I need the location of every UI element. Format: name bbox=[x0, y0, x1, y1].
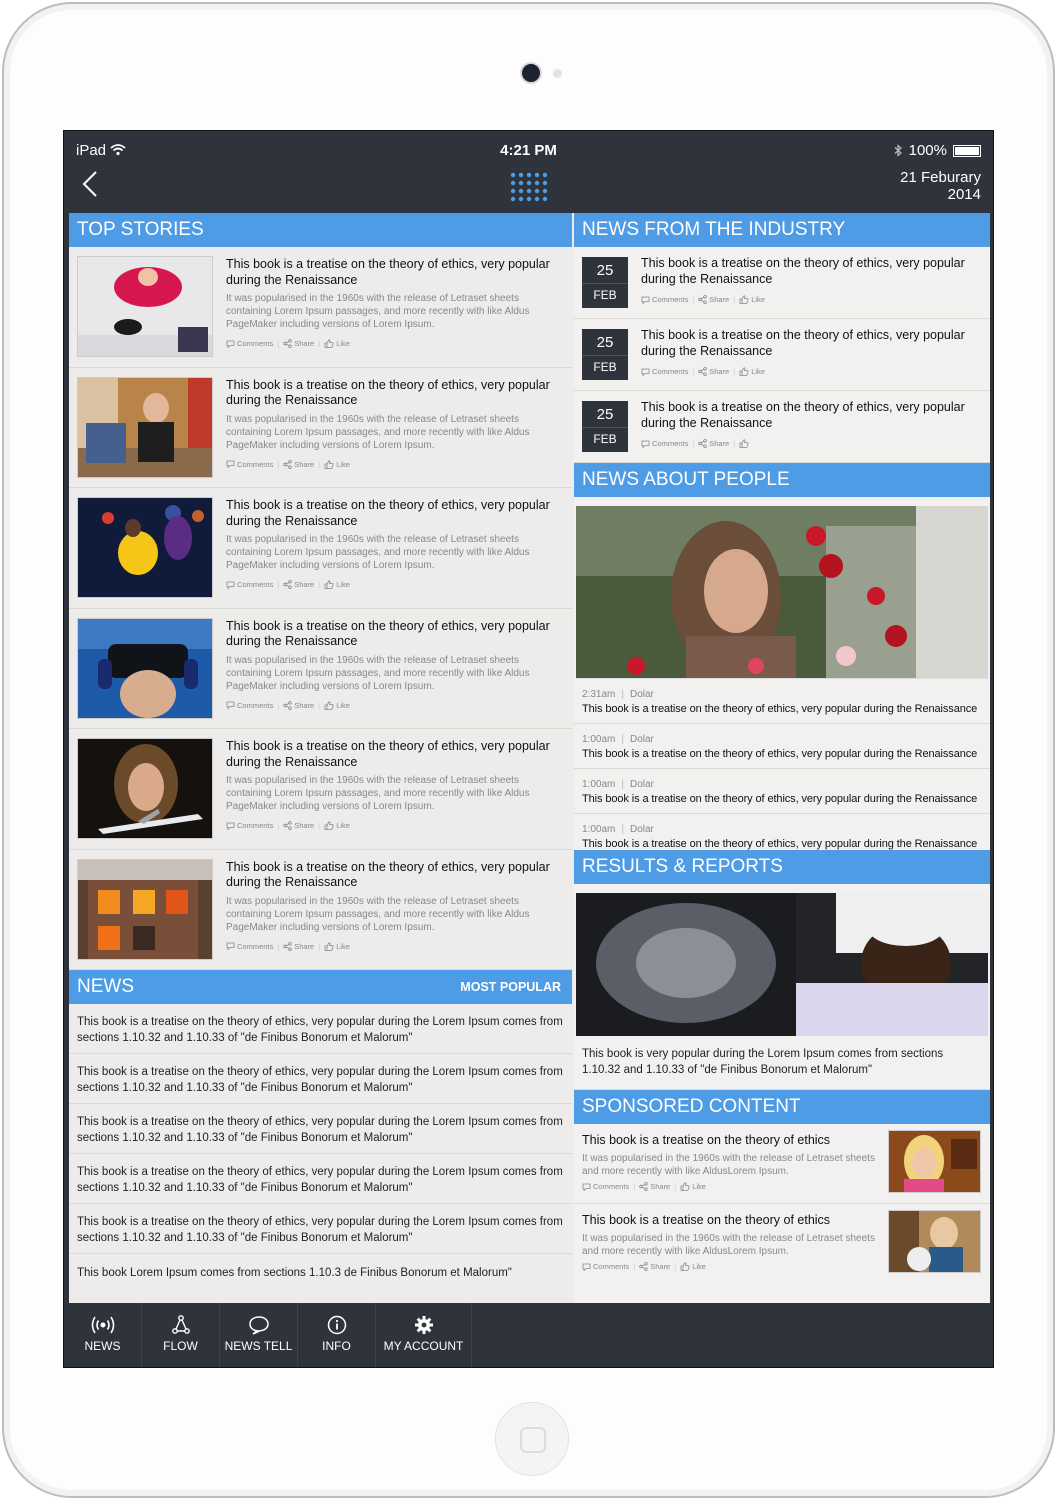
like-button[interactable]: Like bbox=[324, 460, 350, 469]
thumbs-up-icon bbox=[324, 460, 334, 469]
sponsored-item[interactable] bbox=[574, 1124, 990, 1204]
industry-title[interactable]: This book is a treatise on the theory of ethics, very popular during the Renaissance bbox=[641, 256, 965, 286]
app-logo-icon[interactable] bbox=[510, 172, 550, 204]
news-list-item[interactable]: This book is a treatise on the theory of ethics, very popular during the Lorem Ipsum comes from sections 1.10.32 and 1.10.33 of "de Finibus Bonorum et Malorum" bbox=[69, 1204, 572, 1254]
thumbs-up-icon bbox=[324, 580, 334, 589]
comment-icon bbox=[641, 296, 650, 304]
people-photo[interactable] bbox=[576, 506, 988, 679]
gear-icon bbox=[414, 1315, 434, 1335]
news-list-item[interactable]: This book is a treatise on the theory of ethics, very popular during the Lorem Ipsum comes from sections 1.10.32 and 1.10.33 of "de Finibus Bonorum et Malorum" bbox=[69, 1154, 572, 1204]
item-text: This book is a treatise on the theory of ethics, very popular during the Renaissance bbox=[582, 838, 978, 850]
top-stories-heading: TOP STORIES bbox=[69, 213, 572, 247]
like-button[interactable]: Like bbox=[680, 1182, 706, 1191]
story-title[interactable]: This book is a treatise on the theory of ethics, very popular during the Renaissance bbox=[226, 739, 550, 769]
item-tag: Dolar bbox=[629, 824, 654, 835]
sponsored-thumbnail[interactable] bbox=[888, 1210, 981, 1273]
chat-bubble-icon bbox=[248, 1315, 270, 1335]
comments-button[interactable]: Comments bbox=[641, 295, 688, 304]
news-list-item[interactable]: This book is a treatise on the theory of ethics, very popular during the Lorem Ipsum comes from sections 1.10.32 and 1.10.33 of "de Finibus Bonorum et Malorum" bbox=[69, 1054, 572, 1104]
home-button[interactable] bbox=[495, 1402, 569, 1476]
thumbs-up-icon bbox=[739, 295, 749, 304]
story-actions: Comments | Share | Like bbox=[226, 460, 350, 469]
story-summary: It was popularised in the 1960s with the release of Letraset sheets containing Lorem Ipsum passages, and more recently with like Aldus PageMaker including versions of Lorem Ipsum. bbox=[226, 654, 530, 692]
story-title[interactable]: This book is a treatise on the theory of ethics, very popular during the Renaissance bbox=[226, 618, 550, 648]
share-button[interactable]: Share bbox=[283, 942, 314, 951]
status-bar bbox=[64, 131, 993, 169]
story-item[interactable] bbox=[69, 488, 572, 609]
thumbs-up-icon bbox=[324, 942, 334, 951]
share-icon bbox=[698, 295, 707, 304]
share-icon bbox=[639, 1182, 648, 1191]
story-actions: Comments | Share | Like bbox=[226, 701, 350, 710]
comment-icon bbox=[226, 460, 235, 468]
like-button[interactable]: Like bbox=[680, 1262, 706, 1271]
sponsored-actions: Comments | Share | Like bbox=[582, 1182, 706, 1191]
comment-icon bbox=[641, 440, 650, 448]
sponsored-summary: It was popularised in the 1960s with the release of Letraset sheets and more recently with like AldusLorem Ipsum. bbox=[582, 1153, 875, 1177]
tab-info[interactable]: INFO bbox=[298, 1303, 376, 1368]
battery-icon bbox=[953, 145, 981, 157]
people-list-item[interactable]: 1:00am | Dolar This book is a treatise on the theory of ethics, very popular during the Renaissance bbox=[574, 814, 990, 850]
thumbs-up-icon bbox=[324, 339, 334, 348]
share-icon bbox=[698, 439, 707, 448]
like-button[interactable]: Like bbox=[324, 821, 350, 830]
right-column bbox=[574, 213, 990, 1303]
story-thumbnail[interactable] bbox=[77, 859, 213, 960]
left-column bbox=[69, 213, 572, 1303]
thumbs-up-icon bbox=[324, 821, 334, 830]
date-badge: 25 FEB bbox=[582, 401, 628, 452]
share-icon bbox=[283, 339, 292, 348]
like-button[interactable]: Like bbox=[324, 701, 350, 710]
thumbs-up-icon bbox=[680, 1182, 690, 1191]
comments-button[interactable]: Comments bbox=[226, 580, 273, 589]
comment-icon bbox=[582, 1183, 591, 1191]
comments-button[interactable]: Comments bbox=[582, 1182, 629, 1191]
comment-icon bbox=[582, 1263, 591, 1271]
item-time: 1:00am bbox=[582, 779, 616, 790]
sponsored-summary: It was popularised in the 1960s with the release of Letraset sheets and more recently with like AldusLorem Ipsum. bbox=[582, 1233, 875, 1257]
story-thumbnail[interactable] bbox=[77, 256, 213, 357]
share-icon bbox=[283, 460, 292, 469]
share-button[interactable]: Share bbox=[283, 701, 314, 710]
comments-button[interactable]: Comments bbox=[226, 701, 273, 710]
share-icon bbox=[283, 580, 292, 589]
broadcast-icon bbox=[90, 1315, 116, 1335]
industry-title[interactable]: This book is a treatise on the theory of ethics, very popular during the Renaissance bbox=[641, 400, 965, 430]
story-title[interactable]: This book is a treatise on the theory of ethics, very popular during the Renaissance bbox=[226, 859, 550, 889]
share-button[interactable]: Share bbox=[283, 580, 314, 589]
industry-actions: Comments | Share | Like bbox=[641, 367, 765, 376]
story-actions: Comments | Share | Like bbox=[226, 942, 350, 951]
comment-icon bbox=[641, 368, 650, 376]
comments-button[interactable]: Comments bbox=[641, 439, 688, 448]
story-thumbnail[interactable] bbox=[77, 738, 213, 839]
story-thumbnail[interactable] bbox=[77, 618, 213, 719]
item-tag: Dolar bbox=[629, 779, 654, 790]
item-time: 1:00am bbox=[582, 824, 616, 835]
results-photo[interactable] bbox=[576, 893, 988, 1036]
flow-icon bbox=[171, 1315, 191, 1335]
tab-flow[interactable]: FLOW bbox=[142, 1303, 220, 1368]
story-actions: Comments | Share | Like bbox=[226, 339, 350, 348]
comment-icon bbox=[226, 942, 235, 950]
people-heading: NEWS ABOUT PEOPLE bbox=[574, 463, 990, 497]
tab-news-tell[interactable]: NEWS TELL bbox=[220, 1303, 298, 1368]
share-icon bbox=[283, 701, 292, 710]
like-button[interactable]: Like bbox=[324, 339, 350, 348]
share-icon bbox=[283, 821, 292, 830]
date-badge: 25 FEB bbox=[582, 257, 628, 308]
share-button[interactable]: Share bbox=[639, 1182, 670, 1191]
news-heading: NEWS MOST POPULAR bbox=[69, 970, 572, 1004]
back-icon[interactable] bbox=[76, 169, 106, 199]
share-button[interactable]: Share bbox=[698, 439, 729, 448]
story-item[interactable] bbox=[69, 729, 572, 850]
sponsored-title[interactable]: This book is a treatise on the theory of ethics bbox=[582, 1133, 831, 1147]
like-button[interactable]: Like bbox=[324, 580, 350, 589]
share-button[interactable]: Share bbox=[698, 295, 729, 304]
sponsored-actions: Comments | Share | Like bbox=[582, 1262, 706, 1271]
camera bbox=[522, 64, 540, 82]
industry-item[interactable] bbox=[574, 319, 990, 391]
screen bbox=[63, 130, 994, 1368]
story-item[interactable] bbox=[69, 609, 572, 730]
industry-actions: Comments | Share | Like bbox=[641, 295, 765, 304]
industry-title[interactable]: This book is a treatise on the theory of ethics, very popular during the Renaissance bbox=[641, 328, 965, 358]
people-list-item[interactable]: 1:00am | Dolar This book is a treatise on the theory of ethics, very popular during the Renaissance bbox=[574, 769, 990, 814]
story-thumbnail[interactable] bbox=[77, 377, 213, 478]
comments-button[interactable]: Comments bbox=[226, 339, 273, 348]
share-button[interactable]: Share bbox=[283, 821, 314, 830]
story-summary: It was popularised in the 1960s with the release of Letraset sheets containing Lorem Ipsum passages, and more recently with like Aldus PageMaker including versions of Lorem Ipsum. bbox=[226, 293, 530, 331]
sponsored-thumbnail[interactable] bbox=[888, 1130, 981, 1193]
story-title[interactable]: This book is a treatise on the theory of ethics, very popular during the Renaissance bbox=[226, 498, 550, 528]
story-actions: Comments | Share | Like bbox=[226, 580, 350, 589]
story-item[interactable] bbox=[69, 850, 572, 971]
story-thumbnail[interactable] bbox=[77, 497, 213, 598]
share-icon bbox=[639, 1262, 648, 1271]
share-button[interactable]: Share bbox=[639, 1262, 670, 1271]
people-list-item[interactable]: 1:00am | Dolar This book is a treatise on the theory of ethics, very popular during the Renaissance bbox=[574, 724, 990, 769]
tab-my-account[interactable]: MY ACCOUNT bbox=[376, 1303, 472, 1368]
story-item[interactable] bbox=[69, 368, 572, 489]
like-button[interactable]: Like bbox=[739, 295, 765, 304]
news-list-item[interactable]: This book is a treatise on the theory of ethics, very popular during the Lorem Ipsum comes from sections 1.10.32 and 1.10.33 of "de Finibus Bonorum et Malorum" bbox=[69, 1004, 572, 1054]
app-header bbox=[64, 169, 993, 213]
thumbs-up-icon bbox=[324, 701, 334, 710]
results-heading: RESULTS & REPORTS bbox=[574, 850, 990, 884]
comment-icon bbox=[226, 701, 235, 709]
comments-button[interactable]: Comments bbox=[226, 942, 273, 951]
story-title[interactable]: This book is a treatise on the theory of ethics, very popular during the Renaissance bbox=[226, 257, 550, 287]
industry-actions: Comments | Share | bbox=[641, 439, 749, 448]
story-item[interactable] bbox=[69, 247, 572, 368]
share-button[interactable]: Share bbox=[698, 367, 729, 376]
story-summary: It was popularised in the 1960s with the release of Letraset sheets containing Lorem Ipsum passages, and more recently with like Aldus PageMaker including versions of Lorem Ipsum. bbox=[226, 775, 530, 813]
item-text: This book is a treatise on the theory of ethics, very popular during the Renaissance bbox=[582, 793, 978, 805]
share-icon bbox=[698, 367, 707, 376]
story-summary: It was popularised in the 1960s with the release of Letraset sheets containing Lorem Ipsum passages, and more recently with like Aldus PageMaker including versions of Lorem Ipsum. bbox=[226, 534, 530, 572]
thumbs-up-icon bbox=[739, 367, 749, 376]
sponsored-heading: SPONSORED CONTENT bbox=[574, 1090, 990, 1124]
share-button[interactable]: Share bbox=[283, 339, 314, 348]
item-text: This book is a treatise on the theory of ethics, very popular during the Renaissance bbox=[582, 703, 978, 715]
comment-icon bbox=[226, 581, 235, 589]
item-tag: Dolar bbox=[629, 734, 654, 745]
comments-button[interactable]: Comments bbox=[226, 821, 273, 830]
story-actions: Comments | Share | Like bbox=[226, 821, 350, 830]
clock: 4:21 PM bbox=[500, 142, 557, 159]
share-button[interactable]: Share bbox=[283, 460, 314, 469]
item-tag: Dolar bbox=[629, 689, 654, 700]
comments-button[interactable]: Comments bbox=[641, 367, 688, 376]
item-text: This book is a treatise on the theory of ethics, very popular during the Renaissance bbox=[582, 748, 978, 760]
news-list-item[interactable]: This book is a treatise on the theory of ethics, very popular during the Lorem Ipsum comes from sections 1.10.32 and 1.10.33 of "de Finibus Bonorum et Malorum" bbox=[69, 1104, 572, 1154]
date-badge: 25 FEB bbox=[582, 329, 628, 380]
story-title[interactable]: This book is a treatise on the theory of ethics, very popular during the Renaissance bbox=[226, 377, 550, 407]
tab-news[interactable]: NEWS bbox=[64, 1303, 142, 1368]
like-button[interactable]: Like bbox=[739, 367, 765, 376]
industry-item[interactable] bbox=[574, 247, 990, 319]
industry-heading: NEWS FROM THE INDUSTRY bbox=[574, 213, 990, 247]
people-list-item[interactable]: 2:31am | Dolar This book is a treatise on the theory of ethics, very popular during the Renaissance bbox=[574, 679, 990, 724]
most-popular-link[interactable]: MOST POPULAR bbox=[460, 980, 561, 994]
bluetooth-icon bbox=[894, 144, 903, 157]
thumbs-up-icon bbox=[680, 1262, 690, 1271]
sponsored-item[interactable] bbox=[574, 1204, 990, 1284]
sponsored-title[interactable]: This book is a treatise on the theory of ethics bbox=[582, 1213, 831, 1227]
news-list-item[interactable]: This book Lorem Ipsum comes from sections 1.10.3 de Finibus Bonorum et Malorum" bbox=[77, 1267, 512, 1279]
story-summary: It was popularised in the 1960s with the release of Letraset sheets containing Lorem Ipsum passages, and more recently with like Aldus PageMaker including versions of Lorem Ipsum. bbox=[226, 895, 530, 933]
comments-button[interactable]: Comments bbox=[226, 460, 273, 469]
battery-status: 100% bbox=[894, 142, 981, 159]
main-content bbox=[69, 213, 990, 1303]
carrier: iPad bbox=[76, 142, 126, 159]
comment-icon bbox=[226, 340, 235, 348]
results-caption[interactable]: This book is very popular during the Lorem Ipsum comes from sections 1.10.32 and 1.10.33 of "de Finibus Bonorum et Malorum" bbox=[574, 1036, 990, 1090]
story-summary: It was popularised in the 1960s with the release of Letraset sheets containing Lorem Ipsum passages, and more recently with like Aldus PageMaker including versions of Lorem Ipsum. bbox=[226, 413, 530, 451]
comment-icon bbox=[226, 822, 235, 830]
thumbs-up-icon bbox=[739, 439, 749, 448]
item-time: 1:00am bbox=[582, 734, 616, 745]
info-icon bbox=[327, 1315, 347, 1335]
tab-bar bbox=[64, 1303, 993, 1368]
header-date: 21 Feburary 2014 bbox=[900, 169, 981, 203]
like-button[interactable]: Like bbox=[324, 942, 350, 951]
industry-item[interactable] bbox=[574, 391, 990, 463]
comments-button[interactable]: Comments bbox=[582, 1262, 629, 1271]
sensor bbox=[553, 69, 562, 78]
share-icon bbox=[283, 942, 292, 951]
like-button[interactable] bbox=[739, 439, 749, 448]
item-time: 2:31am bbox=[582, 689, 616, 700]
